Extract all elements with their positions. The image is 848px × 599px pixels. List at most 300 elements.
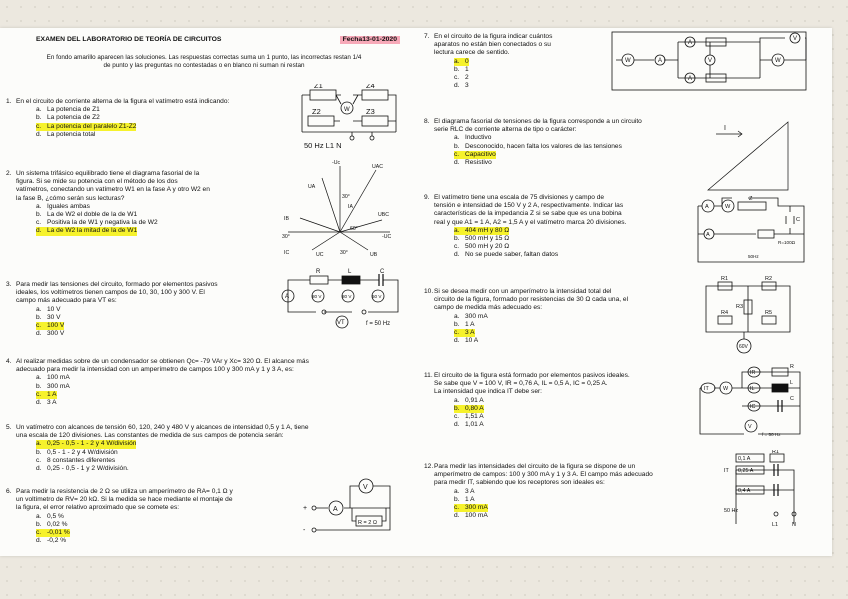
option-text: 0,02 % [47, 520, 68, 528]
svg-text:0,4 A: 0,4 A [738, 488, 751, 494]
question-stem [434, 288, 686, 313]
option-text: 300 V [47, 330, 65, 338]
question-stem-line: lectura carece de sentido. [434, 49, 510, 57]
option-letter: b. [36, 114, 42, 122]
svg-text:80 V: 80 V [342, 294, 352, 299]
option-text: 0,25 - 0,5 - 1 y 2 W/división. [47, 465, 129, 473]
svg-text:UA: UA [308, 184, 316, 190]
option-letter: b. [36, 448, 42, 456]
option-letter: c. [36, 390, 42, 398]
q2-phasor-diagram [278, 158, 404, 258]
resistor-r [310, 276, 328, 284]
svg-text:A: A [658, 58, 663, 64]
option-letter: d. [454, 82, 460, 90]
question-stem-line: El circuito de la figura está formado por elementos pasivos ideales. [434, 372, 630, 379]
question-number: 4. [6, 358, 12, 365]
option-text: 30 V [47, 313, 61, 321]
option-text: 3 [465, 82, 469, 90]
option-letter: c. [454, 243, 460, 251]
option-letter: c. [36, 322, 42, 330]
svg-text:f = 50 Hz: f = 50 Hz [762, 432, 781, 437]
option-text: Desconocido, hacen falta los valores de las tensiones [465, 142, 622, 150]
option-letter: b. [454, 65, 460, 73]
option-text: 1 A [465, 495, 475, 503]
option-text: 3 A [465, 487, 475, 495]
option-letter: b. [454, 235, 460, 243]
question-stem-line: figura. Si se mide su potencia con el método de los dos [16, 178, 178, 186]
svg-text:IC: IC [284, 250, 290, 256]
answer-option [36, 529, 70, 537]
option-text: 8 constantes diferentes [47, 456, 116, 464]
question-number: 5. [6, 424, 12, 431]
question-stem [434, 33, 614, 58]
question-number: 1. [6, 98, 12, 105]
svg-text:IB: IB [284, 216, 289, 222]
question-12 [424, 463, 714, 520]
question-stem-line: características de la impedancia Z si se sabe que es una bobina [434, 210, 622, 218]
question-number: 6. [6, 488, 12, 495]
exam-header [36, 36, 400, 44]
option-text: Positiva la de W1 y negativa la de W2 [47, 219, 158, 227]
option-text: 3 A [47, 399, 57, 407]
question-stem-line: una escala de 120 divisiones. Las constantes de medida de sus campos de potencia serán: [16, 432, 284, 440]
answer-option [454, 504, 488, 512]
question-stem [16, 358, 406, 374]
answer-option [454, 235, 686, 243]
question-11 [424, 372, 686, 429]
svg-text:L: L [348, 269, 352, 275]
question-3 [6, 281, 286, 338]
z4-impedance [362, 90, 388, 100]
answer-option [36, 374, 406, 382]
svg-text:0,25 A: 0,25 A [738, 468, 754, 474]
svg-text:30°: 30° [342, 194, 350, 200]
svg-text:30°: 30° [282, 234, 290, 240]
answer-option [36, 211, 281, 219]
answer-options [454, 134, 714, 167]
resistor-r1 [770, 454, 784, 462]
answer-option [36, 123, 136, 131]
answer-option [36, 203, 281, 211]
question-stem-line: real y que A1 = 1 A, A2 = 1,5 A y el vatímetro marca 20 divisiones. [434, 218, 627, 226]
q11-circuit-figure [694, 364, 810, 446]
z2-impedance [308, 116, 334, 126]
question-stem-line: Se sabe que V = 100 V, IR = 0,76 A, IL = 0,5 A, IC = 0,25 A. [434, 380, 608, 388]
option-letter: b. [454, 320, 460, 328]
svg-text:0,1 A: 0,1 A [738, 456, 751, 462]
svg-text:50 V: 50 V [372, 294, 382, 299]
q6-circuit-figure [300, 478, 400, 536]
w-label: W [344, 107, 350, 113]
option-letter: c. [454, 74, 460, 82]
q7-circuit-figure [610, 30, 810, 92]
svg-text:A: A [706, 232, 710, 238]
svg-text:UC: UC [316, 252, 324, 258]
answer-option [454, 74, 614, 82]
option-letter: d. [454, 251, 460, 259]
svg-text:A: A [285, 294, 290, 300]
svg-text:C: C [790, 396, 794, 402]
option-text: La de W2 el doble de la de W1 [47, 211, 138, 219]
question-stem-line: campo de medida más adecuado es: [434, 304, 543, 312]
answer-option [454, 413, 686, 421]
z3-label: Z3 [366, 107, 375, 116]
answer-option [36, 219, 281, 227]
question-stem [16, 424, 406, 440]
q8-phasor-diagram [700, 118, 796, 194]
svg-text:R2: R2 [765, 276, 773, 282]
svg-text:A: A [705, 204, 709, 210]
option-letter: a. [36, 106, 42, 114]
svg-text:UB: UB [370, 252, 378, 258]
answer-option [454, 313, 686, 321]
option-letter: d. [36, 399, 42, 407]
question-stem-line: Al realizar medidas sobre de un condensador se obtienen Qc= -79 VAr y Xc= 320 Ω. El alcance más [16, 358, 309, 365]
svg-text:R = 2 Ω: R = 2 Ω [358, 520, 377, 526]
option-letter: d. [36, 130, 42, 138]
option-letter: a. [36, 305, 42, 313]
option-text: 10 A [465, 337, 479, 345]
svg-text:A: A [333, 506, 338, 513]
option-letter: a. [36, 440, 42, 448]
svg-text:A: A [688, 76, 693, 82]
question-number: 9. [424, 194, 430, 201]
answer-option [36, 227, 137, 235]
option-text: 300 mA [47, 382, 70, 390]
correct-answer-text: 1 A [47, 390, 57, 398]
answer-option [454, 251, 686, 259]
answer-options [36, 374, 406, 407]
svg-text:W: W [725, 204, 731, 210]
svg-text:V: V [708, 58, 713, 64]
option-text: No se puede saber, faltan datos [465, 251, 559, 259]
question-stem-line: aparatos no están bien conectados o su [434, 41, 551, 49]
option-text: 500 mH y 15 Ω [465, 235, 510, 243]
r4-resistor [718, 316, 732, 324]
q3-circuit-figure [280, 266, 404, 336]
svg-text:80 V: 80 V [312, 294, 322, 299]
option-letter: c. [454, 329, 460, 337]
option-text: Iguales ambas [47, 202, 90, 210]
question-stem-line: vatímetros, conectando un vatímetro W1 en la fase A y otro W2 en [16, 186, 210, 194]
option-letter: d. [36, 465, 42, 473]
option-letter: c. [36, 456, 42, 464]
answer-option [454, 488, 714, 496]
answer-options [36, 203, 281, 236]
option-letter: d. [454, 512, 460, 520]
correct-answer-text: -0,01 % [47, 529, 70, 537]
answer-option [454, 143, 714, 151]
answer-option [36, 391, 57, 399]
option-letter: d. [454, 337, 460, 345]
svg-text:IT: IT [724, 468, 729, 474]
option-letter: b. [36, 520, 42, 528]
option-text: 0,91 A [465, 396, 484, 404]
question-stem-line: El vatímetro tiene una escala de 75 divisiones y campo de [434, 194, 605, 201]
option-letter: a. [454, 487, 460, 495]
q10-circuit-figure [700, 276, 800, 360]
option-text: Resistivo [465, 159, 492, 167]
answer-option [454, 397, 686, 405]
question-stem-line: serie RLC de corriente alterna de tipo o carácter: [434, 126, 577, 134]
option-letter: a. [454, 134, 460, 142]
option-letter: a. [454, 312, 460, 320]
option-letter: d. [36, 330, 42, 338]
question-stem-line: para medir IT, sabiendo que los receptores son ideales es: [434, 479, 605, 487]
svg-text:60°: 60° [350, 226, 358, 232]
answer-option [454, 512, 714, 520]
option-text: 500 mH y 20 Ω [465, 243, 510, 251]
answer-option [36, 322, 64, 330]
question-2 [6, 170, 281, 236]
svg-text:W: W [775, 58, 781, 64]
svg-text:-Uc: -Uc [332, 160, 341, 166]
supply-label: 50 Hz L1 N [304, 141, 342, 150]
z1-label: Z1 [314, 84, 323, 90]
svg-text:R: R [316, 269, 321, 275]
option-text: 100 mA [47, 374, 70, 382]
answer-options [454, 397, 686, 430]
answer-options [454, 488, 714, 521]
question-stem-line: tensión e intensidad de 150 V y 2 A, respectivamente. Indicar las [434, 202, 624, 210]
question-stem-line: La intensidad que indica IT debe ser: [434, 388, 543, 396]
svg-text:R4: R4 [721, 310, 729, 316]
answer-options [36, 106, 306, 139]
option-letter: a. [36, 374, 42, 382]
uc-phasor [312, 232, 340, 250]
option-text: 0,5 % [47, 512, 64, 520]
question-number: 8. [424, 118, 430, 125]
question-stem-line: ideales, los voltímetros tienen campos de 10, 30, 100 y 300 V. El [16, 289, 205, 297]
question-stem [434, 118, 714, 134]
answer-option [36, 521, 306, 529]
question-stem-line: El diagrama fasorial de tensiones de la figura corresponde a un circuito [434, 118, 642, 125]
svg-text:Z: Z [749, 196, 753, 202]
svg-text:50 Hz: 50 Hz [724, 508, 739, 514]
svg-text:UBC: UBC [378, 212, 389, 218]
answer-option [454, 151, 496, 159]
ub-phasor [340, 232, 368, 250]
question-stem-line: En el circuito de la figura indicar cuántos [434, 33, 553, 40]
q12-circuit-figure [722, 450, 808, 532]
option-letter: d. [36, 537, 42, 545]
exam-date: Fecha13-01-2020 [340, 36, 400, 44]
svg-text:30°: 30° [340, 250, 348, 256]
option-text: 1 [465, 65, 469, 73]
answer-options [36, 440, 406, 473]
answer-option [36, 537, 306, 545]
answer-option [36, 513, 306, 521]
question-stem-line: adecuado para medir la intensidad con un amperímetro de campos 100 y 300 mA y 1 y 3 A, es: [16, 366, 294, 374]
correct-answer-text: 0,80 A [465, 404, 484, 412]
answer-option [36, 314, 286, 322]
answer-options [36, 513, 306, 546]
question-stem-line: amperímetro de campos: 100 y 300 mA y 1 y 3 A. El campo más adecuado [434, 471, 653, 479]
z2-label: Z2 [312, 107, 321, 116]
svg-text:f = 50 Hz: f = 50 Hz [366, 321, 391, 327]
question-stem [16, 170, 281, 203]
svg-text:L: L [790, 380, 793, 386]
option-letter: d. [454, 421, 460, 429]
svg-text:IL: IL [750, 386, 755, 392]
inductor-l [772, 384, 788, 392]
capacitor-c [379, 274, 383, 286]
question-stem-line: Un vatímetro con alcances de tensión 60, 120, 240 y 480 V y alcances de intensidad 0,5 y 1 A, tiene [16, 424, 309, 431]
answer-option [454, 134, 714, 142]
answer-option [454, 243, 686, 251]
answer-options [454, 227, 686, 260]
svg-text:IT: IT [704, 386, 709, 392]
option-letter: b. [36, 211, 42, 219]
question-number: 12. [424, 463, 434, 470]
question-stem-line: circuito de la figura, formado por resistencias de 30 Ω cada una, el [434, 296, 629, 304]
svg-text:N: N [792, 522, 796, 528]
svg-text:W: W [625, 58, 631, 64]
question-stem-line: En el circuito de corriente alterna de la figura el vatímetro está indicando: [16, 98, 230, 105]
answer-option [454, 321, 686, 329]
option-letter: a. [36, 512, 42, 520]
question-4 [6, 358, 406, 407]
question-number: 2. [6, 170, 12, 177]
svg-text:R3: R3 [736, 304, 744, 310]
svg-text:V: V [748, 424, 752, 430]
question-number: 3. [6, 281, 12, 288]
svg-text:V: V [363, 484, 368, 491]
svg-text:A: A [688, 40, 693, 46]
option-letter: b. [454, 495, 460, 503]
option-letter: c. [36, 122, 42, 130]
r5-resistor [762, 316, 776, 324]
exam-title: EXAMEN DEL LABORATORIO DE TEORÍA DE CIRCUITOS [36, 36, 222, 43]
question-stem [16, 488, 306, 513]
svg-text:VT: VT [337, 320, 345, 326]
option-letter: b. [454, 142, 460, 150]
answer-option [36, 306, 286, 314]
option-text: La potencia de Z1 [47, 106, 100, 114]
option-letter: b. [36, 382, 42, 390]
option-text: 100 mA [465, 512, 488, 520]
correct-answer-text: 3 A [465, 329, 475, 337]
question-6 [6, 488, 306, 545]
svg-text:IA: IA [348, 204, 353, 210]
option-letter: b. [36, 313, 42, 321]
svg-text:R5: R5 [765, 310, 773, 316]
question-stem [16, 281, 286, 306]
option-letter: a. [454, 57, 460, 65]
svg-text:C: C [380, 269, 385, 275]
z3-impedance [362, 116, 388, 126]
answer-option [36, 383, 406, 391]
q9-circuit-figure [692, 188, 812, 270]
answer-option [454, 496, 714, 504]
question-number: 10. [424, 288, 434, 295]
option-text: 1,51 A [465, 413, 484, 421]
z1-impedance [310, 90, 336, 100]
svg-text:R1: R1 [721, 276, 729, 282]
answer-option [454, 66, 614, 74]
option-letter: c. [36, 219, 42, 227]
option-letter: c. [454, 150, 460, 158]
question-stem-line: Si se desea medir con un amperímetro la intensidad total del [434, 288, 612, 295]
option-letter: c. [36, 529, 42, 537]
answer-option [36, 440, 136, 448]
question-7 [424, 33, 614, 90]
answer-option [454, 337, 686, 345]
q1-circuit-figure [296, 84, 406, 152]
option-letter: a. [454, 226, 460, 234]
answer-option [454, 329, 475, 337]
option-letter: d. [36, 227, 42, 235]
option-letter: c. [454, 413, 460, 421]
question-stem-line: la figura, el error relativo aproximado que se comete es: [16, 504, 180, 512]
question-stem-line: campo más adecuado para VT es: [16, 297, 117, 305]
answer-option [454, 227, 509, 235]
correct-answer-text: 100 V [47, 322, 65, 330]
answer-options [454, 58, 614, 91]
option-letter: d. [454, 159, 460, 167]
option-letter: a. [36, 202, 42, 210]
option-letter: b. [454, 404, 460, 412]
option-text: Inductivo [465, 134, 492, 142]
question-stem-line: Un sistema trifásico equilibrado tiene el diagrama fasorial de la [16, 170, 200, 177]
option-text: La potencia de Z2 [47, 114, 100, 122]
answer-option [36, 449, 406, 457]
answer-option [454, 58, 469, 66]
option-text: 1,01 A [465, 421, 484, 429]
option-letter: c. [454, 504, 460, 512]
question-8 [424, 118, 714, 167]
answer-option [454, 405, 484, 413]
correct-answer-text: La potencia del paralelo Z1-Z2 [47, 122, 137, 130]
svg-text:50Hz: 50Hz [748, 254, 759, 259]
question-stem [434, 463, 714, 488]
svg-text:R=100Ω: R=100Ω [778, 240, 796, 245]
question-9 [424, 194, 686, 260]
svg-text:IC: IC [750, 404, 756, 410]
svg-text:V: V [793, 36, 798, 42]
answer-option [36, 106, 306, 114]
inductor-l [342, 276, 360, 284]
svg-text:+: + [303, 505, 308, 512]
svg-text:C: C [796, 217, 801, 223]
correct-answer-text: 0,25 - 0,5 - 1 - 2 y 4 W/división [47, 440, 137, 448]
question-stem-line: Para medir las intensidades del circuito de la figura se dispone de un [434, 463, 636, 470]
answer-option [36, 131, 306, 139]
svg-text:-: - [303, 527, 306, 534]
option-text: 10 V [47, 305, 61, 313]
question-stem-line: Para medir las tensiones del circuito, formado por elementos pasivos [16, 281, 218, 288]
svg-text:W: W [723, 386, 729, 392]
answer-options [36, 306, 286, 339]
answer-options [454, 313, 686, 346]
question-stem-line: Para medir la resistencia de 2 Ω se utiliza un amperímetro de RA= 0,1 Ω y [16, 488, 233, 495]
svg-text:60V: 60V [739, 344, 748, 350]
question-5 [6, 424, 406, 473]
correct-answer-text: Capacitivo [465, 150, 496, 158]
answer-option [454, 421, 686, 429]
svg-text:R1: R1 [772, 450, 779, 455]
correct-answer-text: 300 mA [465, 504, 488, 512]
correct-answer-text: 404 mH y 80 Ω [465, 226, 510, 234]
svg-text:I: I [724, 125, 726, 132]
svg-text:UAC: UAC [372, 164, 383, 170]
option-text: -0,2 % [47, 537, 67, 545]
answer-option [454, 82, 614, 90]
svg-text:L1: L1 [772, 522, 778, 528]
correct-answer-text: 0 [465, 57, 469, 65]
svg-text:R: R [790, 364, 794, 370]
option-text: 0,5 - 1 - 2 y 4 W/división [47, 448, 118, 456]
